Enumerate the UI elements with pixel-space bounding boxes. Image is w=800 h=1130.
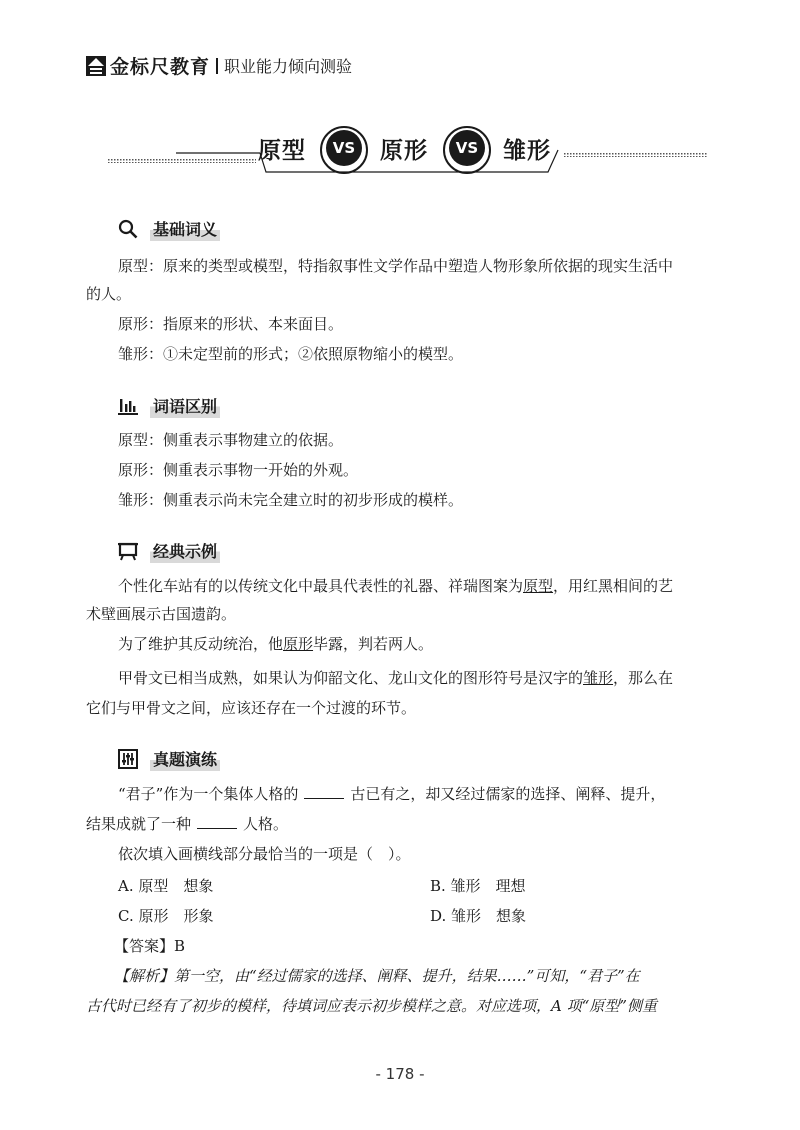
analysis-line-1: 【解析】第一空，由“经过儒家的选择、阐释、提升，结果……”可知，“君子”在 [114, 967, 640, 985]
example-text: 毕露，判若两人。 [313, 635, 434, 653]
diff-line-2: 原形：侧重表示事物一开始的外观。 [118, 461, 359, 479]
section-title: 词语区别 [150, 393, 220, 418]
section-title: 基础词义 [150, 216, 220, 241]
section-basic-heading [118, 216, 220, 241]
basic-line-1: 原型：原来的类型或模型，特指叙事性文学作品中塑造人物形象所依据的现实生活中 [118, 257, 674, 275]
search-icon [118, 219, 138, 239]
question-line-1 [118, 784, 665, 804]
vs-badge-2: VS [449, 130, 485, 166]
section-examples-heading [118, 538, 220, 563]
option-d: D. 雏形 想象 [430, 907, 527, 925]
example-1-line-2: 术壁画展示古国遗韵。 [86, 605, 237, 623]
diff-line-3: 雏形：侧重表示尚未完全建立时的初步形成的模样。 [118, 491, 464, 509]
bar-chart-icon [118, 396, 138, 416]
basic-line-3: 雏形：①未定型前的形式；②依照原物缩小的模型。 [118, 345, 464, 363]
question-prompt: 依次填入画横线部分最恰当的一项是（ ）。 [118, 845, 411, 863]
answer-line: 【答案】B [114, 937, 186, 955]
example-keyword: 原形 [283, 635, 314, 653]
example-3-line-2: 它们与甲骨文之间，应该还存在一个过渡的环节。 [86, 699, 417, 717]
display-board-icon [118, 541, 138, 561]
option-a: A. 原型 想象 [118, 877, 214, 895]
example-keyword: 原型 [523, 577, 554, 595]
section-title: 真题演练 [150, 746, 220, 771]
basic-line-1b: 的人。 [86, 285, 132, 303]
option-b: B. 雏形 理想 [430, 877, 526, 895]
example-1-line-1 [118, 576, 673, 596]
sliders-icon [118, 749, 138, 769]
question-text: 人格。 [243, 815, 289, 833]
vs-badge-1: VS [326, 130, 362, 166]
title-word-1: 原型 [258, 137, 306, 164]
brand-name: 金标尺教育 [110, 56, 211, 78]
title-word-3: 雏形 [503, 137, 551, 164]
title-word-2: 原形 [380, 137, 428, 164]
example-3-line-1 [118, 668, 673, 688]
example-text: ，用红黑相间的艺 [553, 577, 674, 595]
section-title: 经典示例 [150, 538, 220, 563]
example-text: 甲骨文已相当成熟，如果认为仰韶文化、龙山文化的图形符号是汉字的 [118, 669, 584, 687]
question-line-2 [86, 814, 288, 834]
analysis-line-2: 古代时已经有了初步的模样，待填词应表示初步模样之意。对应选项，A 项“原型”侧重 [86, 997, 657, 1015]
fill-blank-1 [304, 784, 344, 799]
example-keyword: 雏形 [583, 669, 614, 687]
section-practice-heading [118, 746, 220, 771]
diff-line-1: 原型：侧重表示事物建立的依据。 [118, 431, 344, 449]
section-diff-heading [118, 393, 220, 418]
example-2-line-1 [118, 634, 433, 654]
example-text: ，那么在 [613, 669, 674, 687]
question-text: 古已有之，却又经过儒家的选择、阐释、提升， [350, 785, 666, 803]
question-text: “君子”作为一个集体人格的 [118, 785, 299, 803]
brand-logo-icon [86, 56, 106, 76]
example-text: 个性化车站有的以传统文化中最具代表性的礼器、祥瑞图案为 [118, 577, 524, 595]
option-c: C. 原形 形象 [118, 907, 214, 925]
brand-subtitle: 职业能力倾向测验 [224, 57, 353, 76]
brand-separator [216, 58, 218, 74]
title-banner [108, 120, 708, 190]
basic-line-2: 原形：指原来的形状、本来面目。 [118, 315, 344, 333]
example-text: 为了维护其反动统治，他 [118, 635, 284, 653]
page-number: - 178 - [375, 1065, 425, 1083]
brand-header [86, 52, 352, 79]
question-text: 结果成就了一种 [86, 815, 192, 833]
fill-blank-2 [197, 814, 237, 829]
